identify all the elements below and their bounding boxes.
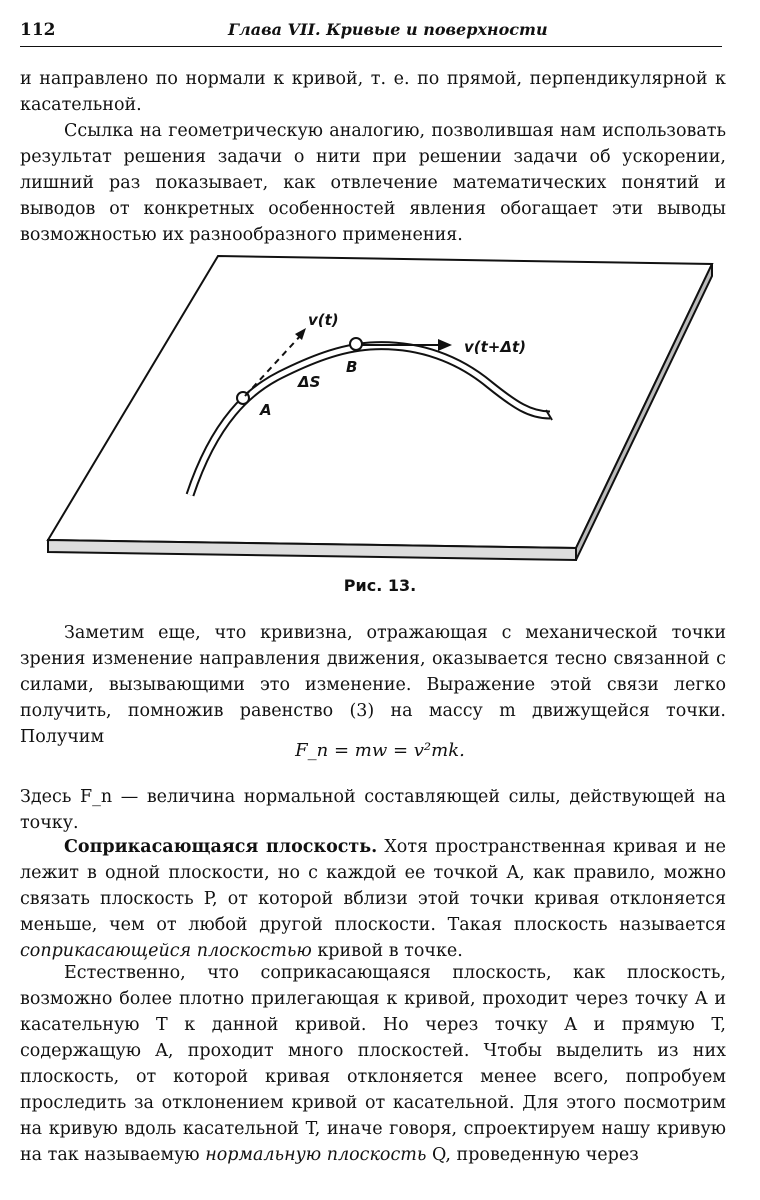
text-span: Естественно, что соприкасающаяся плоскость, как плоскость, возможно более плотно прилегающая к кривой, проходит через точку A и касательную T к данной кривой. Но через точку A и прямую T, содержащую A, проходит много плоскостей. Чтобы выделить из них плоскость, от которой кривая отклоняется менее всего, попробуем проследить за отклонением кривой от касательной. Для этого посмотрим на кривую вдоль касательной T, иначе говоря, спроектируем нашу кривую на так называемую [20, 963, 726, 1165]
paragraph-normal-component: Здесь F_n — величина нормальной составляющей силы, действующей на точку. [20, 787, 726, 833]
text-span: Q, проведенную через [426, 1145, 639, 1165]
running-title: Глава VII. Кривые и поверхности [228, 20, 548, 39]
paragraph-curvature-force: Заметим еще, что кривизна, отражающая с механической точки зрения изменение направления движения, оказывается тесно связанной с силами, вызывающими это изменение. Выражение этой связи легко получить, помножив равенство (3) на массу m движущейся точки. Получим [20, 623, 726, 747]
term-osculating-plane: соприкасающейся плоскостью [20, 941, 312, 961]
plate-top-face [48, 256, 712, 548]
paragraph-osculating-plane [20, 834, 726, 964]
label-point-b: B [346, 358, 358, 376]
figure-caption: Рис. 13. [343, 576, 417, 595]
page-header [20, 20, 722, 47]
figure-13-illustration [40, 250, 720, 570]
text-span: кривой в точке. [311, 941, 463, 961]
label-vtdt: v(t+Δt) [464, 338, 527, 356]
label-vt: v(t) [308, 311, 339, 329]
term-normal-plane: нормальную плоскость [205, 1145, 427, 1165]
label-delta-s: ΔS [298, 373, 321, 391]
formula-normal-force: F_n = mw = v²mk. [295, 740, 465, 761]
label-point-a: A [260, 401, 272, 419]
point-b-bead [350, 338, 362, 350]
text-span: Хотя пространственная кривая и не лежит в одной плоскости, но с каждой ее точкой A, как правило, можно связать плоскость P, от которой вблизи этой точки кривая отклоняется меньше, чем от любой другой плоскости. Такая плоскость называется [20, 837, 726, 935]
paragraph-normal-plane [20, 960, 726, 1168]
page-number: 112 [20, 20, 56, 40]
paragraph-geometric-analogy: Ссылка на геометрическую аналогию, позволившая нам использовать результат решения задачи о нити при решении задачи об ускорении, лишний раз показывает, как отвлечение математических понятий и выводов от конкретных особенностей явления обогащает эти выводы возможностью их разнообразного применения. [20, 121, 726, 245]
paragraph-continuation: и направлено по нормали к кривой, т. е. по прямой, перпендикулярной к касательной. [20, 69, 726, 115]
section-heading-osculating-plane: Соприкасающаяся плоскость. [64, 837, 378, 857]
